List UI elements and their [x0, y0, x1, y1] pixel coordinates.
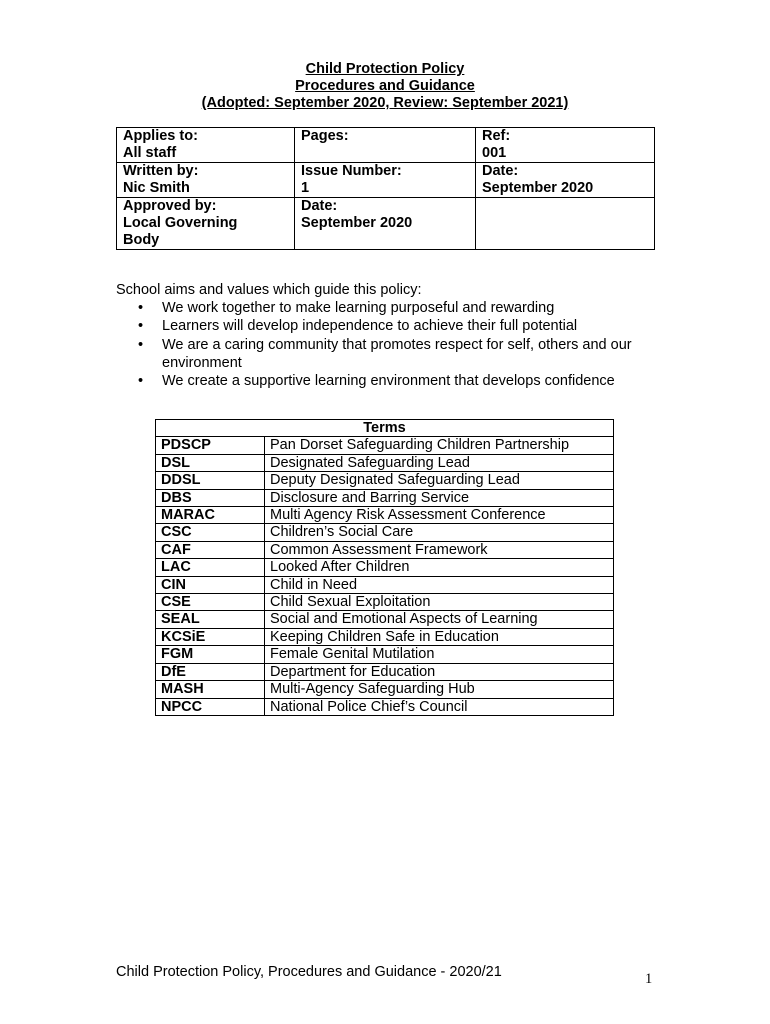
- written-by-cell: [117, 163, 295, 198]
- title-line-2: Procedures and Guidance: [295, 78, 475, 94]
- applies-to-cell: [117, 128, 295, 163]
- term-abbreviation: DfE: [156, 663, 265, 680]
- page-footer: Child Protection Policy, Procedures and Guidance - 2020/21: [116, 964, 502, 980]
- ref-value: 001: [482, 145, 507, 161]
- table-row: [156, 559, 614, 576]
- term-meaning: Department for Education: [265, 663, 614, 680]
- term-meaning: Social and Emotional Aspects of Learning: [265, 611, 614, 628]
- approved-by-value-line2: Body: [123, 232, 160, 248]
- pages-label: Pages:: [301, 128, 349, 144]
- term-meaning: Female Genital Mutilation: [265, 646, 614, 663]
- title-line-3: (Adopted: September 2020, Review: September 2021): [201, 95, 569, 111]
- term-abbreviation: CSE: [156, 594, 265, 611]
- table-row: [156, 472, 614, 489]
- bullet-icon: •: [138, 318, 144, 335]
- pages-cell: [295, 128, 476, 163]
- date-label-right: Date:: [482, 163, 519, 179]
- aims-list: [116, 299, 676, 390]
- term-meaning: Multi-Agency Safeguarding Hub: [265, 681, 614, 698]
- table-row: [156, 611, 614, 628]
- bullet-icon: •: [138, 336, 144, 353]
- term-abbreviation: LAC: [156, 559, 265, 576]
- title-line-1: Child Protection Policy: [305, 61, 465, 77]
- list-item: [138, 317, 676, 335]
- date-value-right: September 2020: [482, 180, 594, 196]
- term-meaning: Child Sexual Exploitation: [265, 594, 614, 611]
- written-by-value: Nic Smith: [123, 180, 190, 196]
- list-item: [138, 336, 676, 372]
- table-row: [156, 437, 614, 454]
- table-row: [156, 594, 614, 611]
- ref-label: Ref:: [482, 128, 511, 144]
- table-row: [156, 454, 614, 471]
- term-meaning: Keeping Children Safe in Education: [265, 628, 614, 645]
- policy-info-table: [116, 127, 655, 250]
- issue-number-label: Issue Number:: [301, 163, 402, 179]
- list-item: [138, 372, 676, 390]
- term-meaning: Looked After Children: [265, 559, 614, 576]
- document-title: [0, 61, 770, 112]
- approved-by-cell: [117, 198, 295, 250]
- term-abbreviation: DSL: [156, 454, 265, 471]
- term-meaning: Common Assessment Framework: [265, 541, 614, 558]
- bullet-icon: •: [138, 300, 144, 317]
- aim-text: We are a caring community that promotes respect for self, others and our environment: [162, 336, 632, 371]
- term-abbreviation: CAF: [156, 541, 265, 558]
- table-row: [156, 698, 614, 715]
- aims-section: [116, 281, 676, 390]
- table-row: [156, 541, 614, 558]
- applies-to-value: All staff: [123, 145, 177, 161]
- term-meaning: Pan Dorset Safeguarding Children Partnership: [265, 437, 614, 454]
- term-meaning: Designated Safeguarding Lead: [265, 454, 614, 471]
- table-row: [156, 663, 614, 680]
- term-abbreviation: PDSCP: [156, 437, 265, 454]
- table-row: [156, 628, 614, 645]
- term-meaning: Disclosure and Barring Service: [265, 489, 614, 506]
- term-abbreviation: MARAC: [156, 507, 265, 524]
- term-meaning: Deputy Designated Safeguarding Lead: [265, 472, 614, 489]
- date-cell-right: [476, 163, 655, 198]
- issue-number-cell: [295, 163, 476, 198]
- aim-text: We work together to make learning purposeful and rewarding: [162, 300, 555, 317]
- table-row: [156, 507, 614, 524]
- table-row: [156, 681, 614, 698]
- term-meaning: Multi Agency Risk Assessment Conference: [265, 507, 614, 524]
- terms-header: Terms: [156, 420, 614, 437]
- applies-to-label: Applies to:: [123, 128, 198, 144]
- term-abbreviation: FGM: [156, 646, 265, 663]
- table-row: [156, 524, 614, 541]
- date-cell: [295, 198, 476, 250]
- aims-intro: School aims and values which guide this policy:: [116, 282, 422, 298]
- date-value: September 2020: [301, 215, 413, 231]
- approved-by-value-line1: Local Governing: [123, 215, 238, 231]
- list-item: [138, 299, 676, 317]
- aim-text: Learners will develop independence to achieve their full potential: [162, 318, 578, 335]
- approved-by-label: Approved by:: [123, 198, 217, 214]
- term-abbreviation: DDSL: [156, 472, 265, 489]
- written-by-label: Written by:: [123, 163, 199, 179]
- table-row: [156, 646, 614, 663]
- term-meaning: Child in Need: [265, 576, 614, 593]
- aim-text: We create a supportive learning environment that develops confidence: [162, 373, 615, 390]
- date-label: Date:: [301, 198, 338, 214]
- terms-table: [155, 419, 614, 716]
- bullet-icon: •: [138, 373, 144, 390]
- term-abbreviation: SEAL: [156, 611, 265, 628]
- term-abbreviation: NPCC: [156, 698, 265, 715]
- term-abbreviation: MASH: [156, 681, 265, 698]
- page-number: 1: [645, 971, 653, 987]
- term-abbreviation: DBS: [156, 489, 265, 506]
- term-abbreviation: CSC: [156, 524, 265, 541]
- term-abbreviation: KCSiE: [156, 628, 265, 645]
- ref-cell: [476, 128, 655, 163]
- term-abbreviation: CIN: [156, 576, 265, 593]
- table-row: [156, 489, 614, 506]
- term-meaning: National Police Chief’s Council: [265, 698, 614, 715]
- empty-cell: [476, 198, 655, 250]
- table-row: [156, 576, 614, 593]
- issue-number-value: 1: [301, 180, 310, 196]
- term-meaning: Children’s Social Care: [265, 524, 614, 541]
